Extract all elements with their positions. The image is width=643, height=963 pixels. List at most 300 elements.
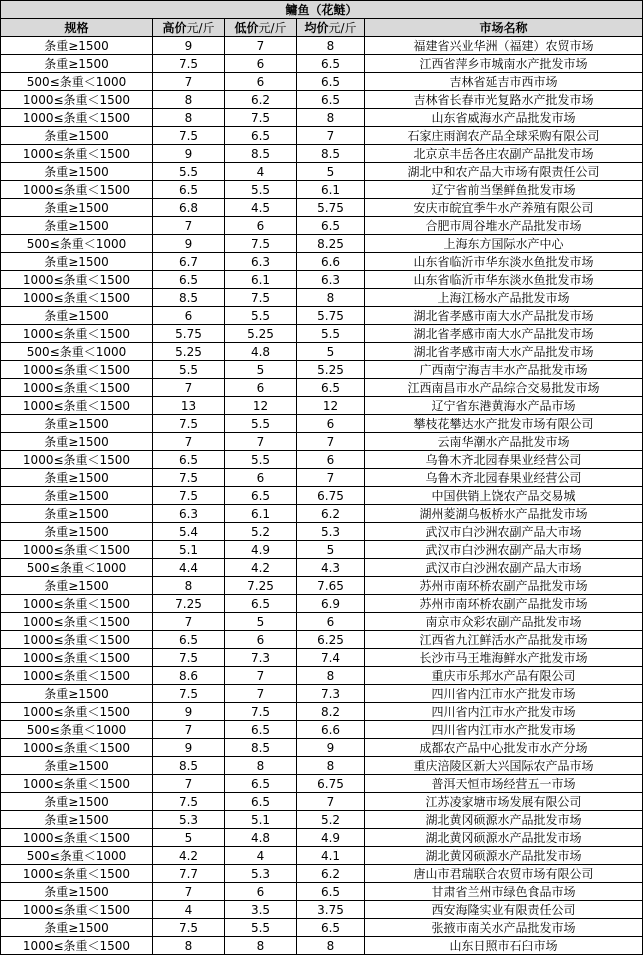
cell-high-price: 9 bbox=[153, 37, 225, 55]
table-row bbox=[1, 613, 643, 631]
table-row bbox=[1, 199, 643, 217]
cell-high-price: 7.25 bbox=[153, 595, 225, 613]
cell-high-price: 5.1 bbox=[153, 541, 225, 559]
table-row bbox=[1, 325, 643, 343]
cell-low-price: 12 bbox=[225, 397, 297, 415]
cell-avg-price: 8 bbox=[297, 289, 365, 307]
cell-high-price: 9 bbox=[153, 145, 225, 163]
cell-spec: 500≤条重＜1000 bbox=[1, 559, 153, 577]
cell-spec: 1000≤条重＜1500 bbox=[1, 91, 153, 109]
cell-market-name: 甘肃省兰州市绿色食品市场 bbox=[365, 883, 643, 901]
cell-avg-price: 6.2 bbox=[297, 865, 365, 883]
table-row bbox=[1, 235, 643, 253]
cell-spec: 条重≥1500 bbox=[1, 163, 153, 181]
cell-high-price: 7 bbox=[153, 721, 225, 739]
cell-high-price: 7 bbox=[153, 433, 225, 451]
table-title-row bbox=[1, 1, 643, 19]
cell-market-name: 辽宁省前当堡鲜鱼批发市场 bbox=[365, 181, 643, 199]
cell-low-price: 7.5 bbox=[225, 235, 297, 253]
cell-low-price: 7.25 bbox=[225, 577, 297, 595]
cell-avg-price: 6.5 bbox=[297, 217, 365, 235]
cell-market-name: 江西南昌市水产品综合交易批发市场 bbox=[365, 379, 643, 397]
cell-spec: 500≤条重＜1000 bbox=[1, 235, 153, 253]
cell-avg-price: 8 bbox=[297, 757, 365, 775]
cell-spec: 条重≥1500 bbox=[1, 217, 153, 235]
cell-high-price: 13 bbox=[153, 397, 225, 415]
cell-high-price: 7.5 bbox=[153, 469, 225, 487]
cell-low-price: 7 bbox=[225, 685, 297, 703]
cell-low-price: 6.5 bbox=[225, 595, 297, 613]
cell-market-name: 苏州市南环桥农副产品批发市场 bbox=[365, 577, 643, 595]
cell-spec: 条重≥1500 bbox=[1, 919, 153, 937]
cell-low-price: 6.1 bbox=[225, 271, 297, 289]
table-row bbox=[1, 109, 643, 127]
cell-low-price: 5 bbox=[225, 361, 297, 379]
cell-low-price: 7.5 bbox=[225, 109, 297, 127]
cell-spec: 500≤条重＜1000 bbox=[1, 721, 153, 739]
cell-low-price: 5.1 bbox=[225, 811, 297, 829]
cell-market-name: 武汉市白沙洲农副产品大市场 bbox=[365, 523, 643, 541]
cell-high-price: 8 bbox=[153, 91, 225, 109]
cell-market-name: 江西省萍乡市城南水产批发市场 bbox=[365, 55, 643, 73]
cell-market-name: 上海江杨水产品批发市场 bbox=[365, 289, 643, 307]
cell-high-price: 5 bbox=[153, 829, 225, 847]
cell-high-price: 9 bbox=[153, 739, 225, 757]
cell-spec: 1000≤条重＜1500 bbox=[1, 145, 153, 163]
cell-spec: 1000≤条重＜1500 bbox=[1, 379, 153, 397]
cell-market-name: 乌鲁木齐北园春果业经营公司 bbox=[365, 451, 643, 469]
cell-market-name: 吉林省长春市光复路水产批发市场 bbox=[365, 91, 643, 109]
table-row bbox=[1, 163, 643, 181]
cell-spec: 1000≤条重＜1500 bbox=[1, 289, 153, 307]
table-row bbox=[1, 667, 643, 685]
cell-low-price: 6.5 bbox=[225, 487, 297, 505]
cell-high-price: 7.5 bbox=[153, 415, 225, 433]
cell-spec: 500≤条重＜1000 bbox=[1, 73, 153, 91]
cell-avg-price: 6.75 bbox=[297, 775, 365, 793]
table-row bbox=[1, 217, 643, 235]
cell-avg-price: 3.75 bbox=[297, 901, 365, 919]
cell-market-name: 普洱天恒市场经营五一市场 bbox=[365, 775, 643, 793]
cell-low-price: 4.8 bbox=[225, 829, 297, 847]
cell-low-price: 5.2 bbox=[225, 523, 297, 541]
cell-low-price: 5 bbox=[225, 613, 297, 631]
cell-high-price: 7 bbox=[153, 775, 225, 793]
cell-market-name: 山东日照市石臼市场 bbox=[365, 937, 643, 955]
cell-avg-price: 6.5 bbox=[297, 379, 365, 397]
cell-high-price: 6.5 bbox=[153, 631, 225, 649]
cell-high-price: 8.5 bbox=[153, 289, 225, 307]
table-row bbox=[1, 649, 643, 667]
table-row bbox=[1, 253, 643, 271]
header-low-price: 低价元/斤 bbox=[225, 19, 297, 37]
cell-low-price: 5.5 bbox=[225, 451, 297, 469]
table-row bbox=[1, 883, 643, 901]
cell-spec: 1000≤条重＜1500 bbox=[1, 703, 153, 721]
cell-avg-price: 4.9 bbox=[297, 829, 365, 847]
cell-high-price: 7.7 bbox=[153, 865, 225, 883]
cell-market-name: 吉林省延吉市西市场 bbox=[365, 73, 643, 91]
cell-spec: 1000≤条重＜1500 bbox=[1, 667, 153, 685]
cell-low-price: 6.5 bbox=[225, 775, 297, 793]
cell-high-price: 8.6 bbox=[153, 667, 225, 685]
cell-high-price: 7.5 bbox=[153, 685, 225, 703]
cell-spec: 条重≥1500 bbox=[1, 55, 153, 73]
table-row bbox=[1, 721, 643, 739]
cell-avg-price: 7 bbox=[297, 433, 365, 451]
cell-spec: 1000≤条重＜1500 bbox=[1, 361, 153, 379]
table-row bbox=[1, 739, 643, 757]
cell-spec: 500≤条重＜1000 bbox=[1, 343, 153, 361]
cell-high-price: 7 bbox=[153, 73, 225, 91]
cell-low-price: 8 bbox=[225, 937, 297, 955]
cell-market-name: 上海东方国际水产中心 bbox=[365, 235, 643, 253]
cell-avg-price: 8.25 bbox=[297, 235, 365, 253]
cell-spec: 1000≤条重＜1500 bbox=[1, 451, 153, 469]
cell-spec: 条重≥1500 bbox=[1, 523, 153, 541]
cell-avg-price: 7 bbox=[297, 469, 365, 487]
cell-avg-price: 6.75 bbox=[297, 487, 365, 505]
cell-high-price: 7 bbox=[153, 613, 225, 631]
cell-spec: 1000≤条重＜1500 bbox=[1, 937, 153, 955]
cell-low-price: 4.5 bbox=[225, 199, 297, 217]
table-row bbox=[1, 181, 643, 199]
cell-market-name: 山东省临沂市华东淡水鱼批发市场 bbox=[365, 253, 643, 271]
cell-high-price: 6.7 bbox=[153, 253, 225, 271]
cell-low-price: 6 bbox=[225, 883, 297, 901]
cell-market-name: 南京市众彩农副产品批发市场 bbox=[365, 613, 643, 631]
cell-market-name: 安庆市皖宜季牛水产养殖有限公司 bbox=[365, 199, 643, 217]
cell-high-price: 4.2 bbox=[153, 847, 225, 865]
cell-spec: 条重≥1500 bbox=[1, 127, 153, 145]
cell-avg-price: 5 bbox=[297, 163, 365, 181]
cell-avg-price: 6.6 bbox=[297, 253, 365, 271]
cell-avg-price: 6.1 bbox=[297, 181, 365, 199]
cell-avg-price: 7.65 bbox=[297, 577, 365, 595]
cell-avg-price: 5.75 bbox=[297, 199, 365, 217]
table-row bbox=[1, 631, 643, 649]
cell-market-name: 山东省威海水产品批发市场 bbox=[365, 109, 643, 127]
cell-low-price: 6.5 bbox=[225, 127, 297, 145]
cell-avg-price: 4.1 bbox=[297, 847, 365, 865]
table-row bbox=[1, 73, 643, 91]
cell-high-price: 7.5 bbox=[153, 55, 225, 73]
table-row bbox=[1, 541, 643, 559]
cell-avg-price: 6.9 bbox=[297, 595, 365, 613]
cell-low-price: 6 bbox=[225, 631, 297, 649]
cell-avg-price: 6.25 bbox=[297, 631, 365, 649]
cell-high-price: 5.3 bbox=[153, 811, 225, 829]
cell-high-price: 6 bbox=[153, 307, 225, 325]
cell-low-price: 5.25 bbox=[225, 325, 297, 343]
cell-spec: 条重≥1500 bbox=[1, 307, 153, 325]
cell-spec: 1000≤条重＜1500 bbox=[1, 865, 153, 883]
table-row bbox=[1, 775, 643, 793]
table-row bbox=[1, 307, 643, 325]
table-row bbox=[1, 271, 643, 289]
table-row bbox=[1, 811, 643, 829]
cell-spec: 1000≤条重＜1500 bbox=[1, 901, 153, 919]
table-row bbox=[1, 91, 643, 109]
cell-avg-price: 6 bbox=[297, 451, 365, 469]
cell-avg-price: 6.2 bbox=[297, 505, 365, 523]
cell-avg-price: 5.25 bbox=[297, 361, 365, 379]
cell-low-price: 8 bbox=[225, 757, 297, 775]
cell-avg-price: 5 bbox=[297, 541, 365, 559]
cell-avg-price: 6.5 bbox=[297, 91, 365, 109]
cell-spec: 1000≤条重＜1500 bbox=[1, 595, 153, 613]
cell-high-price: 8 bbox=[153, 109, 225, 127]
cell-spec: 条重≥1500 bbox=[1, 199, 153, 217]
cell-spec: 条重≥1500 bbox=[1, 793, 153, 811]
cell-low-price: 5.3 bbox=[225, 865, 297, 883]
cell-spec: 1000≤条重＜1500 bbox=[1, 397, 153, 415]
cell-market-name: 张掖市南关水产品批发市场 bbox=[365, 919, 643, 937]
cell-avg-price: 5 bbox=[297, 343, 365, 361]
cell-market-name: 石家庄雨润农产品全球采购有限公司 bbox=[365, 127, 643, 145]
cell-high-price: 9 bbox=[153, 235, 225, 253]
header-market-name: 市场名称 bbox=[365, 19, 643, 37]
cell-market-name: 四川省内江市水产批发市场 bbox=[365, 703, 643, 721]
cell-spec: 1000≤条重＜1500 bbox=[1, 181, 153, 199]
cell-market-name: 攀枝花攀达水产批发市场有限公司 bbox=[365, 415, 643, 433]
cell-market-name: 辽宁省东港黄海水产品市场 bbox=[365, 397, 643, 415]
cell-high-price: 7.5 bbox=[153, 487, 225, 505]
cell-low-price: 7.5 bbox=[225, 289, 297, 307]
cell-spec: 条重≥1500 bbox=[1, 433, 153, 451]
cell-low-price: 4.9 bbox=[225, 541, 297, 559]
cell-high-price: 5.25 bbox=[153, 343, 225, 361]
cell-avg-price: 5.5 bbox=[297, 325, 365, 343]
cell-spec: 1000≤条重＜1500 bbox=[1, 829, 153, 847]
cell-avg-price: 5.2 bbox=[297, 811, 365, 829]
cell-high-price: 6.8 bbox=[153, 199, 225, 217]
table-row bbox=[1, 361, 643, 379]
cell-high-price: 4 bbox=[153, 901, 225, 919]
cell-spec: 条重≥1500 bbox=[1, 37, 153, 55]
cell-market-name: 重庆市乐邦水产品有限公司 bbox=[365, 667, 643, 685]
table-row bbox=[1, 127, 643, 145]
cell-low-price: 6 bbox=[225, 55, 297, 73]
cell-avg-price: 8.2 bbox=[297, 703, 365, 721]
cell-low-price: 6.5 bbox=[225, 793, 297, 811]
cell-high-price: 6.5 bbox=[153, 271, 225, 289]
cell-market-name: 长沙市马王堆海鲜水产批发市场 bbox=[365, 649, 643, 667]
cell-market-name: 北京京丰岳各庄农副产品批发市场 bbox=[365, 145, 643, 163]
cell-high-price: 8 bbox=[153, 577, 225, 595]
cell-low-price: 4 bbox=[225, 163, 297, 181]
table-row bbox=[1, 847, 643, 865]
cell-avg-price: 6 bbox=[297, 613, 365, 631]
cell-high-price: 7.5 bbox=[153, 793, 225, 811]
cell-avg-price: 6.5 bbox=[297, 55, 365, 73]
cell-low-price: 3.5 bbox=[225, 901, 297, 919]
cell-avg-price: 7 bbox=[297, 127, 365, 145]
cell-low-price: 7.5 bbox=[225, 703, 297, 721]
cell-avg-price: 4.3 bbox=[297, 559, 365, 577]
cell-spec: 1000≤条重＜1500 bbox=[1, 775, 153, 793]
cell-avg-price: 5.75 bbox=[297, 307, 365, 325]
cell-market-name: 武汉市白沙洲农副产品大市场 bbox=[365, 559, 643, 577]
cell-spec: 1000≤条重＜1500 bbox=[1, 271, 153, 289]
cell-avg-price: 8.5 bbox=[297, 145, 365, 163]
cell-avg-price: 6.5 bbox=[297, 73, 365, 91]
table-row bbox=[1, 37, 643, 55]
table-row bbox=[1, 343, 643, 361]
cell-avg-price: 6 bbox=[297, 415, 365, 433]
table-row bbox=[1, 919, 643, 937]
table-row bbox=[1, 451, 643, 469]
cell-market-name: 四川省内江市水产批发市场 bbox=[365, 685, 643, 703]
cell-low-price: 4.2 bbox=[225, 559, 297, 577]
cell-high-price: 5.4 bbox=[153, 523, 225, 541]
table-row bbox=[1, 829, 643, 847]
cell-market-name: 湖北省孝感市南大水产品批发市场 bbox=[365, 325, 643, 343]
table-row bbox=[1, 469, 643, 487]
cell-market-name: 湖州菱湖乌板桥水产品批发市场 bbox=[365, 505, 643, 523]
table-header-row bbox=[1, 19, 643, 37]
cell-market-name: 苏州市南环桥农副产品批发市场 bbox=[365, 595, 643, 613]
cell-avg-price: 7 bbox=[297, 793, 365, 811]
table-row bbox=[1, 379, 643, 397]
table-row bbox=[1, 703, 643, 721]
cell-market-name: 成都农产品中心批发市水产分场 bbox=[365, 739, 643, 757]
cell-low-price: 5.5 bbox=[225, 181, 297, 199]
table-title: 鳙鱼（花鲢） bbox=[1, 1, 643, 19]
cell-high-price: 7 bbox=[153, 217, 225, 235]
cell-low-price: 8.5 bbox=[225, 145, 297, 163]
cell-low-price: 6.3 bbox=[225, 253, 297, 271]
cell-low-price: 5.5 bbox=[225, 307, 297, 325]
table-row bbox=[1, 415, 643, 433]
cell-spec: 1000≤条重＜1500 bbox=[1, 325, 153, 343]
table-row bbox=[1, 577, 643, 595]
cell-low-price: 6.1 bbox=[225, 505, 297, 523]
header-spec: 规格 bbox=[1, 19, 153, 37]
cell-low-price: 5.5 bbox=[225, 415, 297, 433]
cell-low-price: 6 bbox=[225, 379, 297, 397]
table-row bbox=[1, 145, 643, 163]
cell-low-price: 4 bbox=[225, 847, 297, 865]
cell-high-price: 5.5 bbox=[153, 163, 225, 181]
cell-spec: 条重≥1500 bbox=[1, 415, 153, 433]
cell-spec: 条重≥1500 bbox=[1, 811, 153, 829]
cell-market-name: 湖北中和农产品大市场有限责任公司 bbox=[365, 163, 643, 181]
cell-avg-price: 8 bbox=[297, 109, 365, 127]
cell-avg-price: 6.3 bbox=[297, 271, 365, 289]
cell-spec: 条重≥1500 bbox=[1, 253, 153, 271]
cell-high-price: 7.5 bbox=[153, 649, 225, 667]
table-row bbox=[1, 685, 643, 703]
cell-avg-price: 12 bbox=[297, 397, 365, 415]
cell-market-name: 湖北省孝感市南大水产品批发市场 bbox=[365, 307, 643, 325]
cell-low-price: 6 bbox=[225, 469, 297, 487]
cell-market-name: 四川省内江市水产批发市场 bbox=[365, 721, 643, 739]
table-row bbox=[1, 757, 643, 775]
cell-market-name: 西安海隆实业有限责任公司 bbox=[365, 901, 643, 919]
cell-spec: 1000≤条重＜1500 bbox=[1, 649, 153, 667]
cell-avg-price: 8 bbox=[297, 667, 365, 685]
cell-market-name: 重庆涪陵区新大兴国际农产品市场 bbox=[365, 757, 643, 775]
cell-spec: 条重≥1500 bbox=[1, 577, 153, 595]
cell-spec: 条重≥1500 bbox=[1, 487, 153, 505]
cell-spec: 1000≤条重＜1500 bbox=[1, 613, 153, 631]
cell-low-price: 7 bbox=[225, 433, 297, 451]
cell-low-price: 4.8 bbox=[225, 343, 297, 361]
cell-high-price: 7.5 bbox=[153, 919, 225, 937]
table-row bbox=[1, 397, 643, 415]
table-row bbox=[1, 595, 643, 613]
cell-market-name: 湖北黄冈硕源水产品批发市场 bbox=[365, 811, 643, 829]
cell-high-price: 6.3 bbox=[153, 505, 225, 523]
table-row bbox=[1, 559, 643, 577]
cell-low-price: 6.5 bbox=[225, 721, 297, 739]
cell-market-name: 福建省兴业华洲（福建）农贸市场 bbox=[365, 37, 643, 55]
cell-spec: 条重≥1500 bbox=[1, 883, 153, 901]
cell-market-name: 山东省临沂市华东淡水鱼批发市场 bbox=[365, 271, 643, 289]
cell-spec: 条重≥1500 bbox=[1, 757, 153, 775]
cell-avg-price: 8 bbox=[297, 937, 365, 955]
header-avg-price: 均价元/斤 bbox=[297, 19, 365, 37]
cell-market-name: 唐山市君瑞联合农贸市场有限公司 bbox=[365, 865, 643, 883]
cell-low-price: 6 bbox=[225, 217, 297, 235]
cell-market-name: 乌鲁木齐北园春果业经营公司 bbox=[365, 469, 643, 487]
table-row bbox=[1, 487, 643, 505]
cell-market-name: 江苏凌家塘市场发展有限公司 bbox=[365, 793, 643, 811]
cell-market-name: 中国供销上饶农产品交易城 bbox=[365, 487, 643, 505]
cell-low-price: 7.3 bbox=[225, 649, 297, 667]
cell-spec: 1000≤条重＜1500 bbox=[1, 631, 153, 649]
cell-market-name: 湖北黄冈硕源水产品批发市场 bbox=[365, 829, 643, 847]
cell-high-price: 6.5 bbox=[153, 451, 225, 469]
cell-low-price: 7 bbox=[225, 667, 297, 685]
cell-market-name: 武汉市白沙洲农副产品大市场 bbox=[365, 541, 643, 559]
table-row bbox=[1, 289, 643, 307]
cell-market-name: 合肥市周谷堆水产品批发市场 bbox=[365, 217, 643, 235]
table-row bbox=[1, 55, 643, 73]
cell-spec: 1000≤条重＜1500 bbox=[1, 541, 153, 559]
cell-low-price: 7 bbox=[225, 37, 297, 55]
cell-spec: 500≤条重＜1000 bbox=[1, 847, 153, 865]
table-row bbox=[1, 901, 643, 919]
cell-high-price: 7.5 bbox=[153, 127, 225, 145]
cell-spec: 条重≥1500 bbox=[1, 685, 153, 703]
cell-high-price: 7 bbox=[153, 379, 225, 397]
cell-spec: 条重≥1500 bbox=[1, 505, 153, 523]
cell-avg-price: 5.3 bbox=[297, 523, 365, 541]
cell-avg-price: 6.5 bbox=[297, 883, 365, 901]
cell-low-price: 6 bbox=[225, 73, 297, 91]
cell-high-price: 6.5 bbox=[153, 181, 225, 199]
cell-market-name: 云南华潮水产品批发市场 bbox=[365, 433, 643, 451]
cell-high-price: 9 bbox=[153, 703, 225, 721]
cell-spec: 1000≤条重＜1500 bbox=[1, 109, 153, 127]
cell-high-price: 8 bbox=[153, 937, 225, 955]
table-row bbox=[1, 505, 643, 523]
cell-high-price: 7 bbox=[153, 883, 225, 901]
cell-avg-price: 6.5 bbox=[297, 919, 365, 937]
cell-low-price: 8.5 bbox=[225, 739, 297, 757]
table-row bbox=[1, 865, 643, 883]
table-row bbox=[1, 937, 643, 955]
cell-spec: 1000≤条重＜1500 bbox=[1, 739, 153, 757]
cell-high-price: 8.5 bbox=[153, 757, 225, 775]
cell-high-price: 5.5 bbox=[153, 361, 225, 379]
table-row bbox=[1, 433, 643, 451]
cell-spec: 条重≥1500 bbox=[1, 469, 153, 487]
cell-low-price: 5.5 bbox=[225, 919, 297, 937]
cell-avg-price: 8 bbox=[297, 37, 365, 55]
